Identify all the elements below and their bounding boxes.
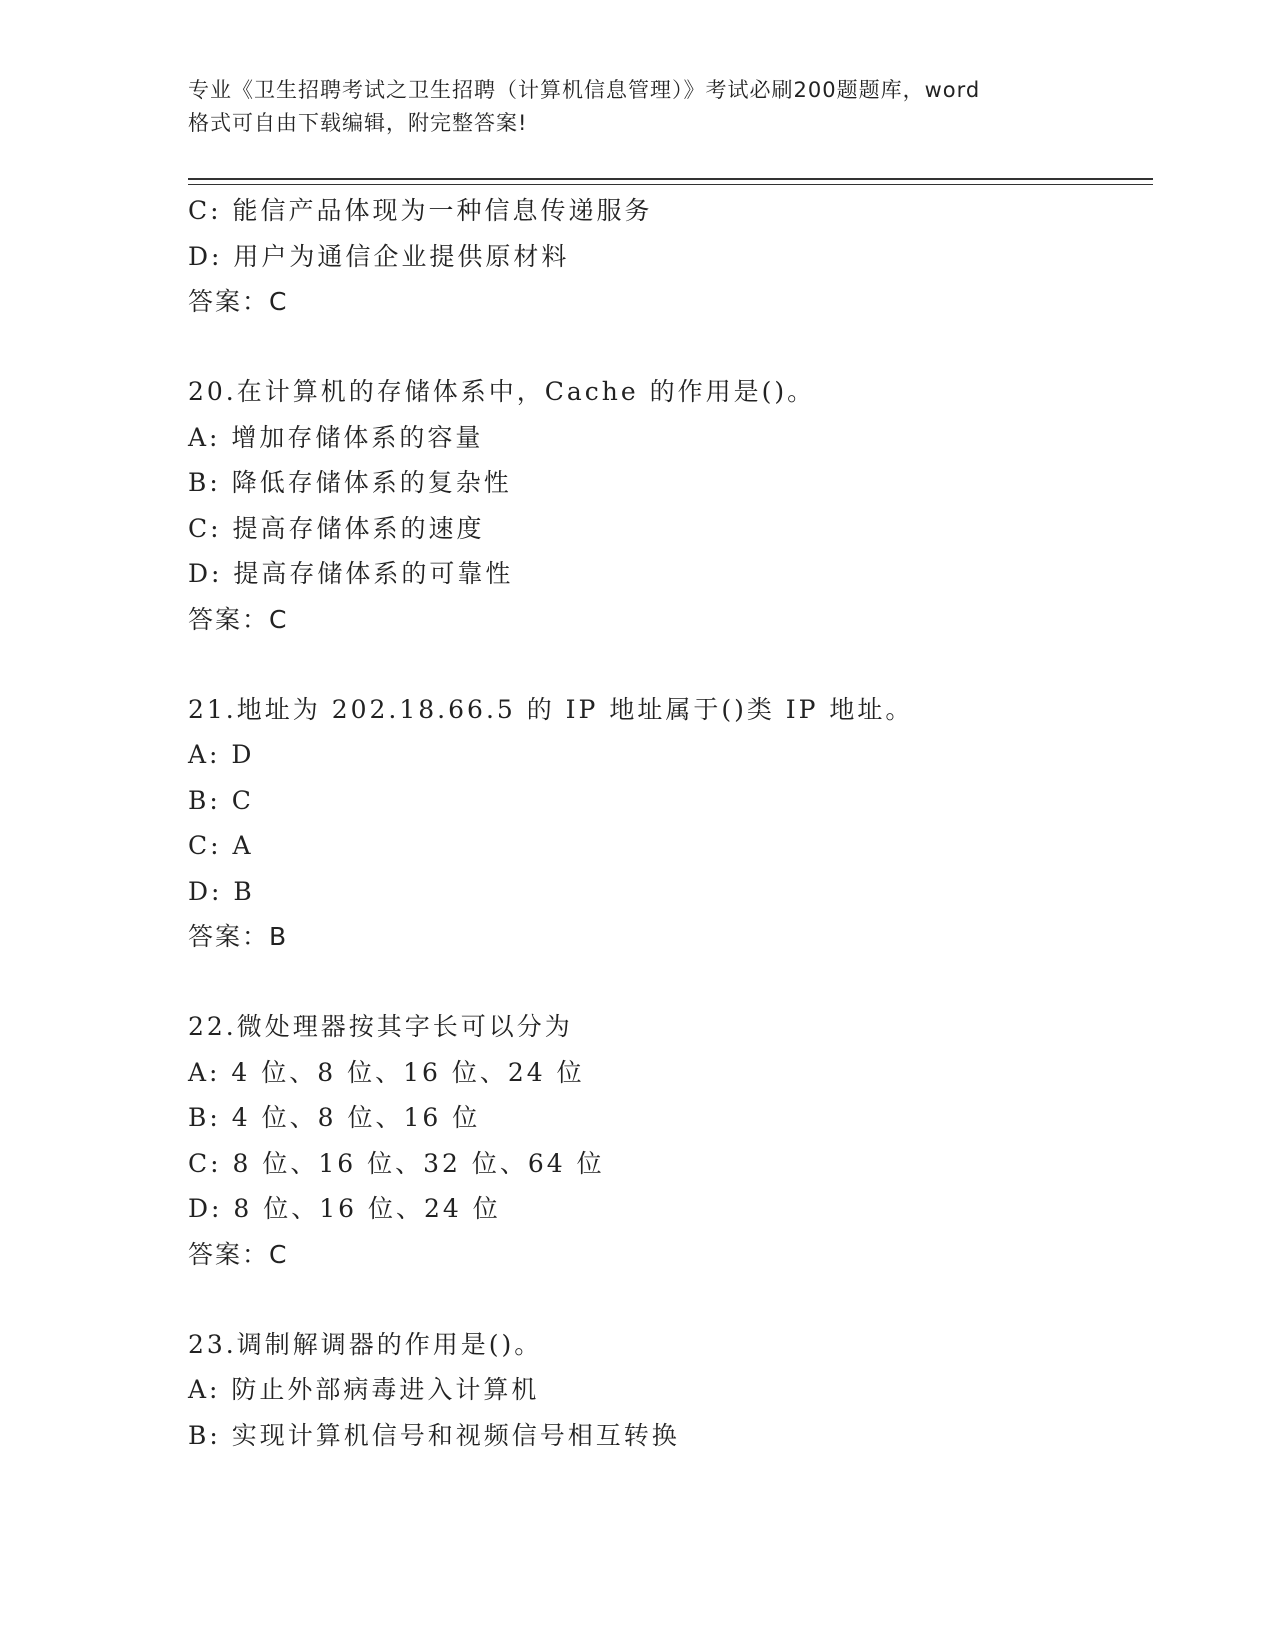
option-b: B: 降低存储体系的复杂性 bbox=[188, 468, 512, 497]
question-text: 20.在计算机的存储体系中，Cache 的作用是()。 bbox=[188, 377, 816, 406]
question-list bbox=[188, 188, 1153, 1458]
question-text: 23.调制解调器的作用是()。 bbox=[188, 1329, 543, 1359]
spacer bbox=[188, 325, 1153, 369]
question-22 bbox=[188, 1004, 1153, 1278]
document-header bbox=[188, 74, 1088, 140]
header-divider-thick bbox=[188, 178, 1153, 180]
spacer bbox=[188, 643, 1153, 687]
option-b: B: 实现计算机信号和视频信号相互转换 bbox=[188, 1420, 680, 1450]
answer: 答案：C bbox=[188, 287, 289, 316]
header-divider-thin bbox=[188, 184, 1153, 185]
question-21 bbox=[188, 687, 1153, 961]
answer: 答案：B bbox=[188, 922, 289, 951]
answer: 答案：C bbox=[188, 1239, 289, 1269]
option-a: A: 4 位、8 位、16 位、24 位 bbox=[188, 1057, 585, 1087]
question-text: 21.地址为 202.18.66.5 的 IP 地址属于()类 IP 地址。 bbox=[188, 694, 914, 724]
option-c: C: 提高存储体系的速度 bbox=[188, 513, 485, 543]
question-19 bbox=[188, 188, 1153, 325]
option-d: D: 提高存储体系的可靠性 bbox=[188, 559, 514, 588]
header-line-1: 专业《卫生招聘考试之卫生招聘（计算机信息管理）》考试必刷200题题库，word bbox=[188, 78, 981, 102]
option-c: C: 8 位、16 位、32 位、64 位 bbox=[188, 1148, 605, 1178]
option-c: C: 能信产品体现为一种信息传递服务 bbox=[188, 196, 653, 225]
answer: 答案：C bbox=[188, 604, 289, 634]
question-20 bbox=[188, 369, 1153, 643]
option-a: A: 防止外部病毒进入计算机 bbox=[188, 1375, 540, 1404]
option-d: D: 8 位、16 位、24 位 bbox=[188, 1194, 501, 1223]
question-text: 22.微处理器按其字长可以分为 bbox=[188, 1012, 573, 1041]
option-a: A: 增加存储体系的容量 bbox=[188, 422, 484, 452]
option-b: B: C bbox=[188, 785, 254, 815]
option-b: B: 4 位、8 位、16 位 bbox=[188, 1103, 481, 1132]
option-a: A: D bbox=[188, 740, 255, 769]
spacer bbox=[188, 960, 1153, 1004]
question-23 bbox=[188, 1322, 1153, 1459]
option-d: D: B bbox=[188, 876, 255, 906]
header-line-2: 格式可自由下载编辑，附完整答案! bbox=[188, 111, 528, 135]
spacer bbox=[188, 1278, 1153, 1322]
option-d: D: 用户为通信企业提供原材料 bbox=[188, 241, 570, 271]
option-c: C: A bbox=[188, 831, 254, 860]
